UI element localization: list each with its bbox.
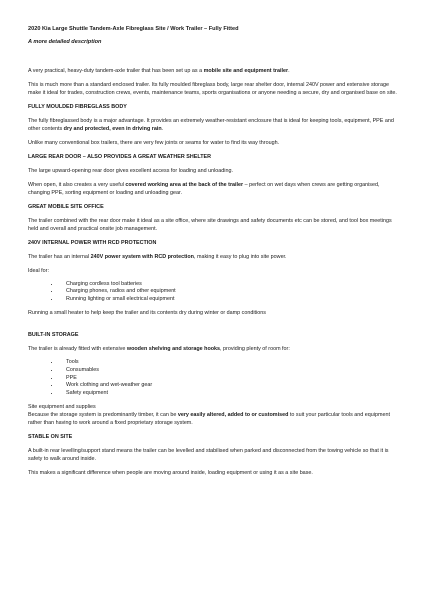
list-item: • Charging phones, radios and other equipment — [60, 288, 400, 296]
section-heading-body: FULLY MOULDED FIBREGLASS BODY — [28, 103, 127, 110]
list-item: • Charging cordless tool batteries — [60, 281, 400, 289]
power-ideal-for: Ideal for: — [28, 267, 49, 274]
intro-text-end: . — [288, 67, 290, 74]
storage-text-2: Because the storage system is predominantly timber, it can be — [28, 412, 178, 419]
storage-text-end: , providing plenty of room for: — [220, 346, 290, 353]
section-heading-office: GREAT MOBILE SITE OFFICE — [28, 203, 104, 210]
document-subtitle: A more detailed description — [28, 39, 102, 46]
list-item: • Tools — [60, 359, 400, 367]
body-paragraph-1 — [28, 117, 400, 133]
section-heading-power: 240V INTERNAL POWER WITH RCD PROTECTION — [28, 239, 157, 246]
power-text-end: , making it easy to plug into site power. — [193, 253, 287, 260]
storage-list — [28, 359, 400, 397]
list-item: • Consumables — [60, 367, 400, 375]
storage-bold-text-2: very easily altered, added to or customised — [177, 412, 289, 419]
storage-text: The trailer is already fitted with extensive — [28, 346, 127, 353]
intro-bold-text: mobile site and equipment trailer — [203, 67, 289, 74]
office-paragraph-1: The trailer combined with the rear door make it ideal as a site office, where site drawings and safety documents etc can be stored, and tool box meetings held and overall and practical onsite job management. — [28, 217, 392, 232]
power-list — [28, 281, 400, 304]
door-text: When open, it also creates a very useful — [28, 181, 126, 188]
body-bold-text: dry and protected, even in driving rain — [63, 125, 162, 132]
document-page — [28, 26, 400, 483]
power-bold-text: 240V power system with RCD protection — [90, 253, 194, 260]
door-paragraph-1: The large upward-opening rear door gives excellent access for loading and unloading. — [28, 167, 233, 174]
stable-paragraph-1: A built-in rear levelling/support stand means the trailer can be levelled and stabilised when parked and disconnected from the towing vehicle so that it is safety to walk around inside. — [28, 448, 389, 463]
storage-paragraph-1 — [28, 345, 400, 353]
section-heading-stable: STABLE ON SITE — [28, 434, 73, 441]
door-text-end: – perfect on wet days when crews are getting organised, changing PPE, sorting equipment or loading and unloading gear. — [28, 181, 380, 196]
body-text: The fully fibreglassed body is a major advantage. It provides an extremely weather-resistant enclosure that is ideal for keeping tools, equipment, PPE and other contents — [28, 117, 394, 132]
list-item: • PPE — [60, 375, 400, 383]
door-paragraph-2 — [28, 181, 400, 197]
power-paragraph-1 — [28, 253, 400, 261]
body-text-end: . — [161, 125, 164, 132]
document-title: 2020 Kia Large Shuttle Tandem-Axle Fibreglass Site / Work Trailer – Fully Fitted — [28, 26, 239, 32]
storage-bold-text: wooden shelving and storage hooks — [126, 346, 221, 353]
list-item: • Running lighting or small electrical equipment — [60, 296, 400, 304]
storage-paragraph-3 — [28, 411, 400, 427]
list-item: • Safety equipment — [60, 390, 400, 398]
intro-paragraph-2: This is much more than a standard enclosed trailer. Its fully moulded fibreglass body, large rear shelter door, internal 240V power and extensive storage make it ideal for trades, construction crews, events, maintenance teams, sports organisations or anyone needing a secure, dry and organised base on site. — [28, 81, 397, 96]
list-item: • Work clothing and wet-weather gear — [60, 382, 400, 390]
body-paragraph-2: Unlike many conventional box trailers, there are very few joints or seams for water to find its way through. — [28, 139, 280, 146]
power-text: The trailer has an internal — [28, 253, 91, 260]
section-heading-storage: BUILT-IN STORAGE — [28, 332, 79, 339]
storage-text-2-end: to suit your particular tools and equipment rather than having to work around a fixed proprietary storage system. — [28, 412, 390, 427]
intro-paragraph-1 — [28, 67, 400, 75]
intro-text: A very practical, heavy-duty tandem-axle trailer that has been set up as a — [28, 67, 204, 74]
door-bold-text: covered working area at the back of the trailer — [125, 181, 244, 188]
stable-paragraph-2: This makes a significant difference when people are moving around inside, loading equipment or using it as a site base. — [28, 470, 313, 477]
section-heading-door: LARGE REAR DOOR – ALSO PROVIDES A GREAT WEATHER SHELTER — [28, 153, 211, 160]
storage-paragraph-2: Site equipment and supplies — [28, 404, 96, 411]
power-paragraph-2: Running a small heater to help keep the trailer and its contents dry during winter or damp conditions — [28, 310, 266, 317]
